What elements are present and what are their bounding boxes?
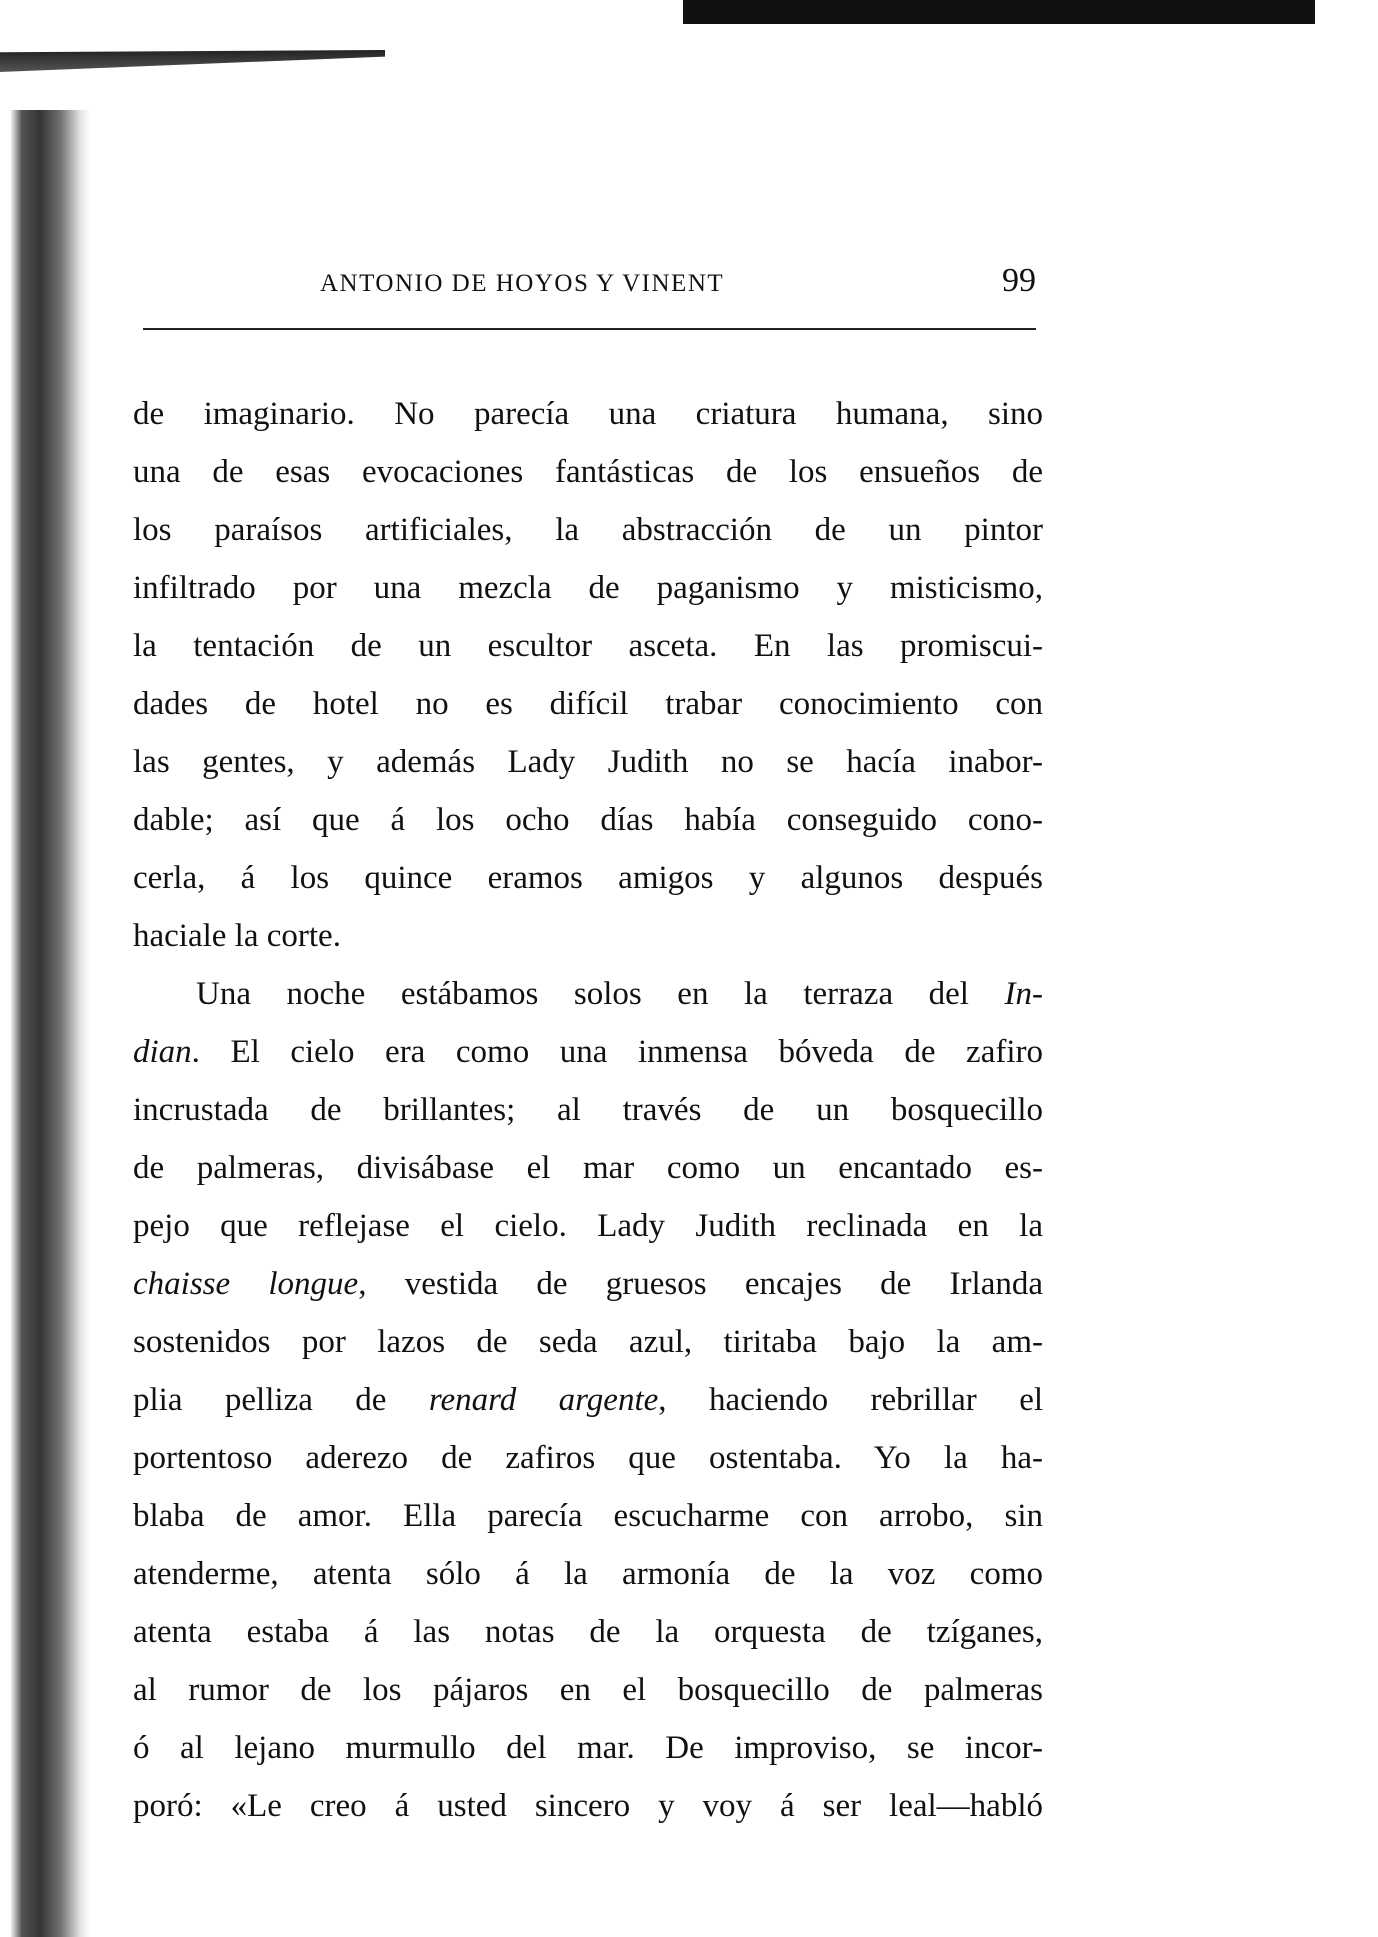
italic-text: dian (133, 1034, 192, 1070)
header-rule (143, 328, 1036, 330)
text-segment: ó al lejano murmullo del mar. De improviso, se incor- (133, 1730, 1043, 1766)
text-segment: al rumor de los pájaros en el bosquecillo de palmeras (133, 1672, 1043, 1708)
text-line (133, 1429, 1043, 1487)
text-line (133, 501, 1043, 559)
text-line (133, 1777, 1043, 1835)
text-line (133, 1603, 1043, 1661)
running-title: ANTONIO DE HOYOS Y VINENT (320, 270, 725, 297)
text-line (133, 617, 1043, 675)
text-line (133, 791, 1043, 849)
text-line (133, 1139, 1043, 1197)
text-line (133, 675, 1043, 733)
text-segment: de imaginario. No parecía una criatura humana, sino (133, 396, 1043, 432)
text-segment: sostenidos por lazos de seda azul, tiritaba bajo la am- (133, 1324, 1043, 1360)
text-segment: la tentación de un escultor asceta. En las promiscui- (133, 628, 1043, 664)
text-line (133, 1661, 1043, 1719)
text-line (133, 965, 1043, 1023)
text-segment: incrustada de brillantes; al través de un bosquecillo (133, 1092, 1043, 1128)
text-segment: los paraísos artificiales, la abstracción de un pintor (133, 512, 1043, 548)
text-segment: infiltrado por una mezcla de paganismo y misticismo, (133, 570, 1043, 606)
text-line (133, 1313, 1043, 1371)
text-segment: de palmeras, divisábase el mar como un encantado es- (133, 1150, 1043, 1186)
text-segment: Una noche estábamos solos en la terraza del (196, 976, 1005, 1012)
text-line (133, 1023, 1043, 1081)
page-number: 99 (1002, 262, 1036, 299)
text-segment: haciale la corte. (133, 918, 341, 954)
text-line (133, 443, 1043, 501)
text-segment: pejo que reflejase el cielo. Lady Judith reclinada en la (133, 1208, 1043, 1244)
text-line (133, 849, 1043, 907)
text-segment: cerla, á los quince eramos amigos y algunos después (133, 860, 1043, 896)
italic-text: chaisse longue (133, 1266, 359, 1302)
scan-top-left-bar (0, 50, 385, 72)
italic-text: In- (1004, 976, 1043, 1012)
page-header (143, 262, 1036, 308)
text-segment: las gentes, y además Lady Judith no se hacía inabor- (133, 744, 1043, 780)
text-line (133, 385, 1043, 443)
text-segment: plia pelliza de (133, 1382, 429, 1418)
text-segment: portentoso aderezo de zafiros que ostentaba. Yo la ha- (133, 1440, 1043, 1476)
text-segment: blaba de amor. Ella parecía escucharme con arrobo, sin (133, 1498, 1043, 1534)
text-segment: , vestida de gruesos encajes de Irlanda (358, 1266, 1043, 1302)
text-segment: atenta estaba á las notas de la orquesta de tzíganes, (133, 1614, 1043, 1650)
text-line (133, 907, 1043, 965)
text-segment: poró: «Le creo á usted sincero y voy á ser leal—habló (133, 1788, 1043, 1824)
scan-page-edge (0, 110, 90, 1937)
text-segment: atenderme, atenta sólo á la armonía de la voz como (133, 1556, 1043, 1592)
scan-top-bar (683, 0, 1315, 24)
text-line (133, 1081, 1043, 1139)
italic-text: renard argente (428, 1382, 659, 1418)
text-segment: una de esas evocaciones fantásticas de los ensueños de (133, 454, 1043, 490)
text-line (133, 1719, 1043, 1777)
text-line (133, 1371, 1043, 1429)
text-segment: dades de hotel no es difícil trabar conocimiento con (133, 686, 1043, 722)
text-line (133, 1545, 1043, 1603)
text-line (133, 733, 1043, 791)
text-line (133, 1197, 1043, 1255)
text-segment: , haciendo rebrillar el (658, 1382, 1044, 1418)
body-text (133, 385, 1043, 1835)
text-segment: . El cielo era como una inmensa bóveda de zafiro (191, 1034, 1043, 1070)
text-line (133, 1487, 1043, 1545)
text-line (133, 559, 1043, 617)
text-line (133, 1255, 1043, 1313)
text-segment: dable; así que á los ocho días había conseguido cono- (133, 802, 1043, 838)
